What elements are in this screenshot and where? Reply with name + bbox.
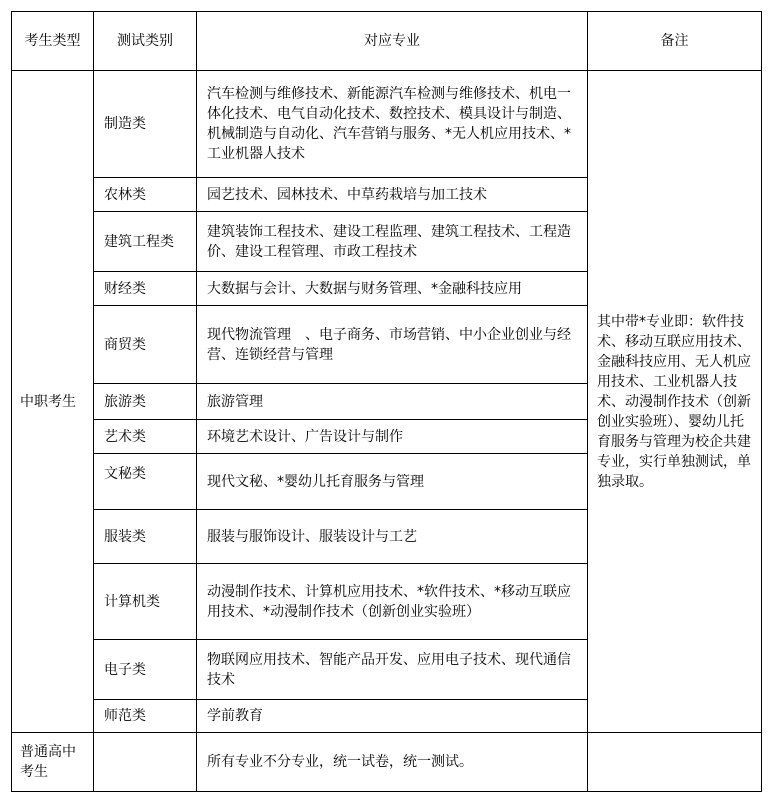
- majors-cell: 现代文秘、*婴幼儿托育服务与管理: [197, 454, 588, 510]
- category-cell: 旅游类: [94, 384, 197, 420]
- majors-cell: 现代物流管理 、电子商务、市场营销、中小企业创业与经营、连锁经营与管理: [197, 306, 588, 384]
- category-cell: 建筑工程类: [94, 212, 197, 272]
- category-cell: 艺术类: [94, 420, 197, 454]
- category-cell: 计算机类: [94, 564, 197, 640]
- header-majors: 对应专业: [197, 12, 588, 71]
- admission-table: [11, 11, 762, 792]
- category-cell: 农林类: [94, 178, 197, 212]
- majors-cell: 旅游管理: [197, 384, 588, 420]
- table-row: [12, 733, 762, 792]
- header-remarks: 备注: [588, 12, 762, 71]
- majors-cell: 所有专业不分专业，统一试卷，统一测试。: [197, 733, 588, 792]
- majors-cell: 大数据与会计、大数据与财务管理、*金融科技应用: [197, 272, 588, 306]
- category-cell: 财经类: [94, 272, 197, 306]
- majors-cell: 动漫制作技术、计算机应用技术、*软件技术、*移动互联应用技术、*动漫制作技术（创新创业实验班）: [197, 564, 588, 640]
- majors-cell: 物联网应用技术、智能产品开发、应用电子技术、现代通信技术: [197, 640, 588, 700]
- student-type-general: 普通高中考生: [12, 733, 94, 792]
- remark-cell: 其中带*专业即：软件技术、移动互联应用技术、金融科技应用、无人机应用技术、工业机器人技术、动漫制作技术（创新创业实验班）、婴幼儿托育服务与管理为校企共建专业，实行单独测试，单独录取。: [588, 71, 762, 733]
- majors-cell: 学前教育: [197, 700, 588, 733]
- majors-cell: 园艺技术、园林技术、中草药栽培与加工技术: [197, 178, 588, 212]
- category-cell: 文秘类: [94, 454, 197, 510]
- table-row: [12, 71, 762, 178]
- majors-cell: 环境艺术设计、广告设计与制作: [197, 420, 588, 454]
- header-test-category: 测试类别: [94, 12, 197, 71]
- category-cell: 师范类: [94, 700, 197, 733]
- majors-cell: 建筑装饰工程技术、建设工程监理、建筑工程技术、工程造价、建设工程管理、市政工程技术: [197, 212, 588, 272]
- category-cell: [94, 733, 197, 792]
- category-cell: 服装类: [94, 510, 197, 564]
- student-type-vocational: 中职考生: [12, 71, 94, 733]
- category-cell: 制造类: [94, 71, 197, 178]
- majors-cell: 汽车检测与维修技术、新能源汽车检测与维修技术、机电一体化技术、电气自动化技术、数控技术、模具设计与制造、机械制造与自动化、汽车营销与服务、*无人机应用技术、*工业机器人技术: [197, 71, 588, 178]
- category-cell: 电子类: [94, 640, 197, 700]
- remark-cell: [588, 733, 762, 792]
- category-cell: 商贸类: [94, 306, 197, 384]
- header-student-type: 考生类型: [12, 12, 94, 71]
- majors-cell: 服装与服饰设计、服装设计与工艺: [197, 510, 588, 564]
- table-header-row: [12, 12, 762, 71]
